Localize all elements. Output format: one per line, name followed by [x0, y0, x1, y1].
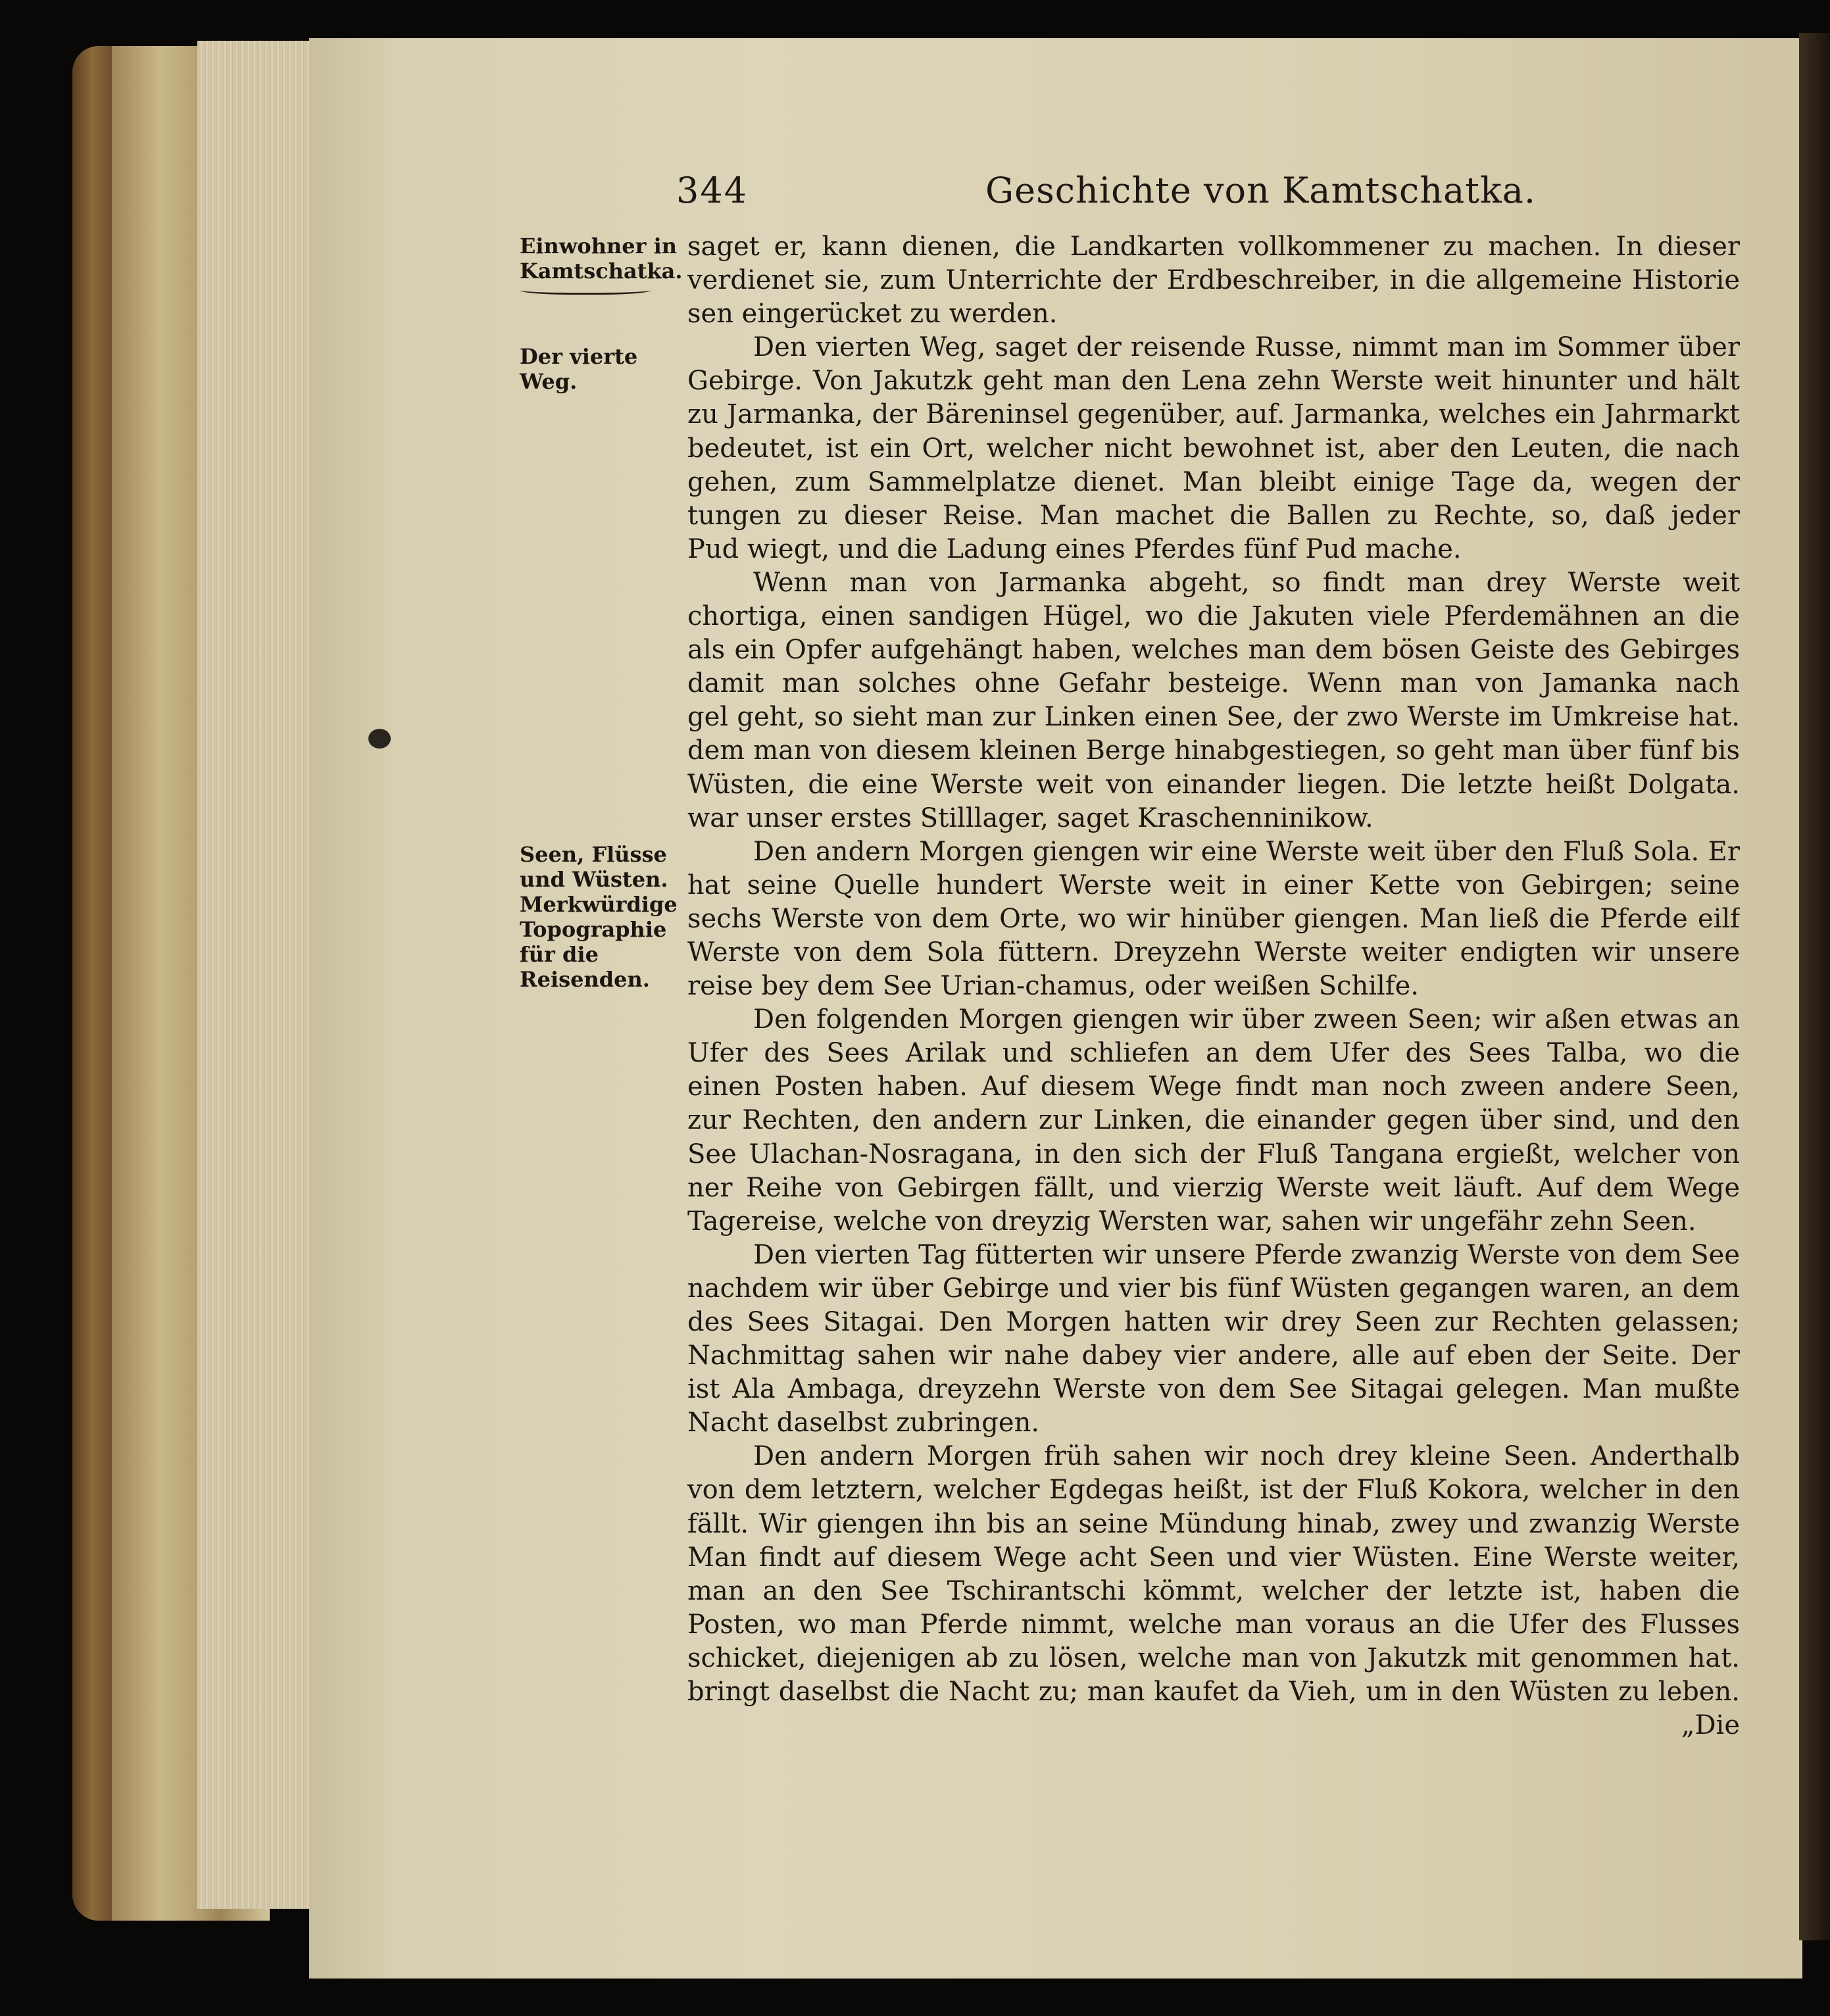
text-line: fällt. Wir giengen ihn bis an seine Mündung hinab, zwey und zwanzig Werste — [687, 1508, 1740, 1539]
text-line: bedeutet, ist ein Ort, welcher nicht bewohnet ist, aber den Leuten, die nach — [687, 433, 1740, 464]
text-line: dem man von diesem kleinen Berge hinabgestiegen, so geht man über fünf bis — [687, 735, 1740, 766]
page-header — [676, 170, 1755, 216]
text-line: als ein Opfer aufgehängt haben, welches man dem bösen Geiste des Gebirges — [687, 635, 1740, 666]
margin-note-fourth-way: Der vierte Weg. — [520, 344, 638, 394]
text-line: des Sees Sitagai. Den Morgen hatten wir drey Seen zur Rechten gelassen; — [687, 1307, 1740, 1337]
text-line: Tagereise, welche von dreyzig Wersten war, sahen wir ungefähr zehn Seen. — [687, 1206, 1696, 1237]
text-line: ist Ala Ambaga, dreyzehn Werste von dem See Sitagai gelegen. Man mußte — [687, 1374, 1740, 1405]
text-line: sechs Werste von dem Orte, wo wir hinüber giengen. Man ließ die Pferde eilf — [687, 903, 1740, 934]
text-line: schicket, diejenigen ab zu lösen, welche man von Jakutzk mit genommen hat. — [687, 1642, 1740, 1673]
text-line: sen eingerücket zu werden. — [687, 299, 1058, 330]
text-line: man an den See Tschirantschi kömmt, welcher der letzte ist, haben die — [687, 1575, 1740, 1606]
margin-note-inhabitants: Einwohner in Kamtschatka. — [520, 234, 684, 295]
gutter-shadow — [1799, 33, 1830, 1940]
text-line: von dem letztern, welcher Egdegas heißt, ist der Fluß Kokora, welcher in den — [687, 1475, 1740, 1506]
text-line: zu Jarmanka, der Bäreninsel gegenüber, auf. Jarmanka, welches ein Jahrmarkt — [687, 399, 1740, 430]
text-line: Wenn man von Jarmanka abgeht, so findt man drey Werste weit — [753, 567, 1740, 598]
text-line: Nacht daselbst zubringen. — [687, 1408, 1040, 1438]
body-text — [687, 230, 1740, 1742]
text-line: reise bey dem See Urian-chamus, oder weißen Schilfe. — [687, 971, 1419, 1002]
text-line: See Ulachan-Nosragana, in den sich der Fluß Tangana ergießt, welcher von — [687, 1139, 1740, 1169]
text-line: Den andern Morgen früh sahen wir noch drey kleine Seen. Anderthalb — [753, 1441, 1740, 1472]
text-line: Den vierten Weg, saget der reisende Russe, nimmt man im Sommer über — [753, 332, 1740, 363]
text-line: Gebirge. Von Jakutzk geht man den Lena zehn Werste weit hinunter und hält — [687, 366, 1740, 397]
text-line: Ufer des Sees Arilak und schliefen an dem Ufer des Sees Talba, wo die — [687, 1038, 1740, 1069]
text-line: tungen zu dieser Reise. Man machet die Ballen zu Rechte, so, daß jeder — [687, 500, 1740, 531]
text-line: Werste von dem Sola füttern. Dreyzehn Werste weiter endigten wir unsere — [687, 937, 1740, 968]
text-line: ner Reihe von Gebirgen fällt, und vierzig Werste weit läuft. Auf dem Wege — [687, 1172, 1740, 1203]
text-line: zur Rechten, den andern zur Linken, die einander gegen über sind, und den — [687, 1105, 1740, 1136]
text-line: saget er, kann dienen, die Landkarten vollkommener zu machen. In dieser — [687, 232, 1740, 262]
catchword: „Die — [1681, 1710, 1740, 1741]
text-line: damit man solches ohne Gefahr besteige. Wenn man von Jamanka nach — [687, 668, 1740, 699]
text-line: Den vierten Tag fütterten wir unsere Pferde zwanzig Werste von dem See — [753, 1239, 1740, 1270]
text-line: verdienet sie, zum Unterrichte der Erdbeschreiber, in die allgemeine Historie — [687, 265, 1740, 296]
text-line: Pud wiegt, und die Ladung eines Pferdes fünf Pud mache. — [687, 533, 1462, 564]
text-line: gel geht, so sieht man zur Linken einen See, der zwo Werste im Umkreise hat. — [687, 702, 1740, 733]
page-stack — [197, 41, 316, 1909]
running-title: Geschichte von Kamtschatka. — [985, 170, 1537, 211]
text-line: Den folgenden Morgen giengen wir über zween Seen; wir aßen etwas an — [753, 1004, 1740, 1035]
book-cover — [72, 46, 112, 1921]
text-line: gehen, zum Sammelplatze dienet. Man bleibt einige Tage da, wegen der — [687, 466, 1740, 497]
text-line: bringt daselbst die Nacht zu; man kaufet da Vieh, um in den Wüsten zu leben. — [687, 1677, 1740, 1708]
text-line: nachdem wir über Gebirge und vier bis fünf Wüsten gegangen waren, an dem — [687, 1273, 1740, 1304]
text-line: Wüsten, die eine Werste weit von einander liegen. Die letzte heißt Dolgata. — [687, 769, 1740, 800]
text-line: chortiga, einen sandigen Hügel, wo die Jakuten viele Pferdemähnen an die — [687, 601, 1740, 632]
page-number: 344 — [676, 170, 749, 211]
text-line: war unser erstes Stilllager, saget Kraschenninikow. — [687, 802, 1373, 833]
text-line: Nachmittag sahen wir nahe dabey vier andere, alle auf eben der Seite. Der — [687, 1340, 1740, 1371]
text-line: Posten, wo man Pferde nimmt, welche man voraus an die Ufer des Flusses — [687, 1609, 1740, 1640]
text-line: einen Posten haben. Auf diesem Wege findt man noch zween andere Seen, — [687, 1071, 1740, 1102]
ink-spot — [368, 729, 391, 749]
margin-note-lakes-rivers: Seen, Flüsse und Wüsten. Merkwürdige Topographie für die Reisenden. — [520, 842, 678, 992]
text-line: Man findt auf diesem Wege acht Seen und vier Wüsten. Eine Werste weiter, — [687, 1542, 1740, 1573]
text-line: Den andern Morgen giengen wir eine Werste weit über den Fluß Sola. Er — [753, 836, 1740, 867]
margin-bracket — [520, 283, 651, 295]
text-line: hat seine Quelle hundert Werste weit in einer Kette von Gebirgen; seine — [687, 870, 1740, 900]
